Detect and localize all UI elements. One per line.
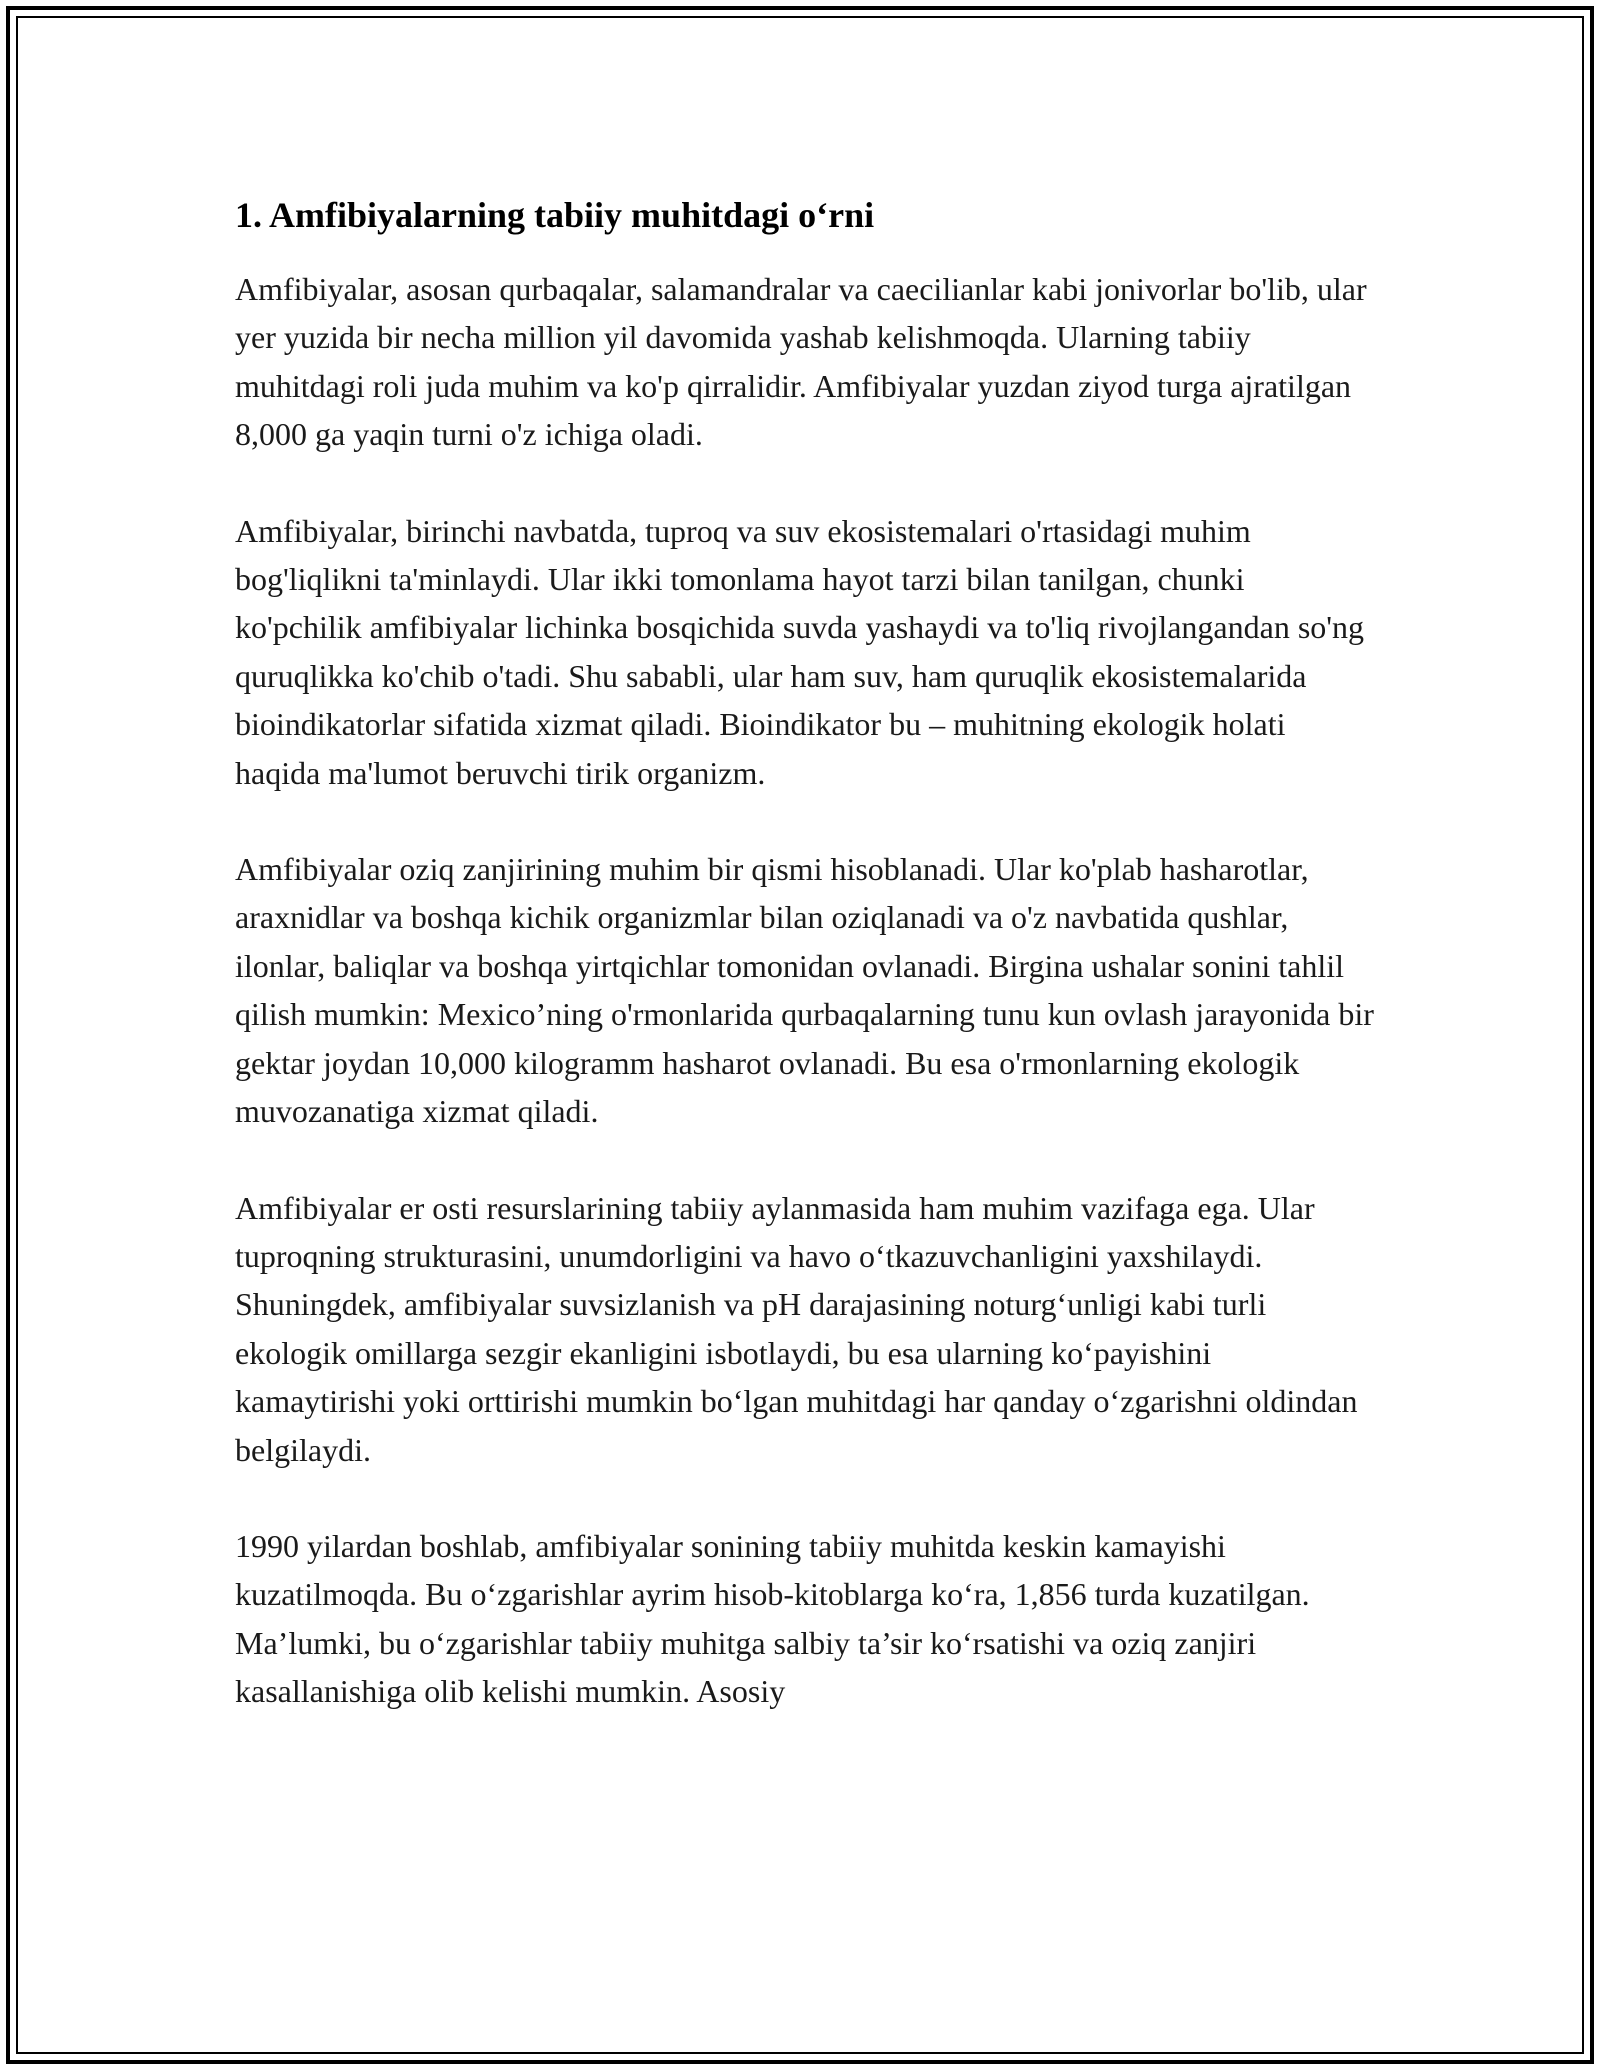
- paragraph-ecosystem-link: Amfibiyalar, birinchi navbatda, tuproq va suv ekosistemalari o'rtasidagi muhim bog'liqlikni ta'minlaydi. Ular ikki tomonlama hayot tarzi bilan tanilgan, chunki ko'pchilik amfibiyalar lichinka bosqichida suvda yashaydi va to'liq rivojlangandan so'ng quruqlikka ko'chib o'tadi. Shu sababli, ular ham suv, ham quruqlik ekosistemalarida bioindikatorlar sifatida xizmat qiladi. Bioindikator bu – muhitning ekologik holati haqida ma'lumot beruvchi tirik organizm.: [235, 512, 1365, 791]
- paragraph-decline: 1990 yilardan boshlab, amfibiyalar sonining tabiiy muhitda keskin kamayishi kuzatilmoqda. Bu o‘zgarishlar ayrim hisob-kitoblarga ko‘ra, 1,856 turda kuzatilgan. Ma’lumki, bu o‘zgarishlar tabiiy muhitga salbiy ta’sir ko‘rsatishi va oziq zanjiri kasallanishiga olib kelishi mumkin. Asosiy: [235, 1527, 1310, 1710]
- section-heading: 1. Amfibiyalarning tabiiy muhitdagi o‘rni: [235, 195, 875, 235]
- paragraph-soil-resources: Amfibiyalar er osti resurslarining tabiiy aylanmasida ham muhim vazifaga ega. Ular tuproqning strukturasini, unumdorligini va havo o‘tkazuvchanligini yaxshilaydi. Shuningdek, amfibiyalar suvsizlanish va pH darajasining noturg‘unligi kabi turli ekologik omillarga sezgir ekanligini isbotlaydi, bu esa ularning ko‘payishini kamaytirishi yoki orttirishi mumkin bo‘lgan muhitdagi har qanday o‘zgarishni oldindan belgilaydi.: [235, 1189, 1358, 1468]
- paragraph-food-chain: Amfibiyalar oziq zanjirining muhim bir qismi hisoblanadi. Ular ko'plab hasharotlar, araxnidlar va boshqa kichik organizmlar bilan oziqlanadi va o'z navbatida qushlar, ilonlar, baliqlar va boshqa yirtqichlar tomonidan ovlanadi. Birgina ushalar sonini tahlil qilish mumkin: Mexico’ning o'rmonlarida qurbaqalarning tunu kun ovlash jarayonida bir gektar joydan 10,000 kilogramm hasharot ovlanadi. Bu esa o'rmonlarning ekologik muvozanatiga xizmat qiladi.: [235, 851, 1374, 1130]
- paragraph-intro: Amfibiyalar, asosan qurbaqalar, salamandralar va caecilianlar kabi jonivorlar bo'lib, ular yer yuzida bir necha million yil davomida yashab kelishmoqda. Ularning tabiiy muhitdagi roli juda muhim va ko'p qirralidir. Amfibiyalar yuzdan ziyod turga ajratilgan 8,000 ga yaqin turni o'z ichiga oladi.: [235, 271, 1367, 453]
- document-body: [235, 185, 1375, 1716]
